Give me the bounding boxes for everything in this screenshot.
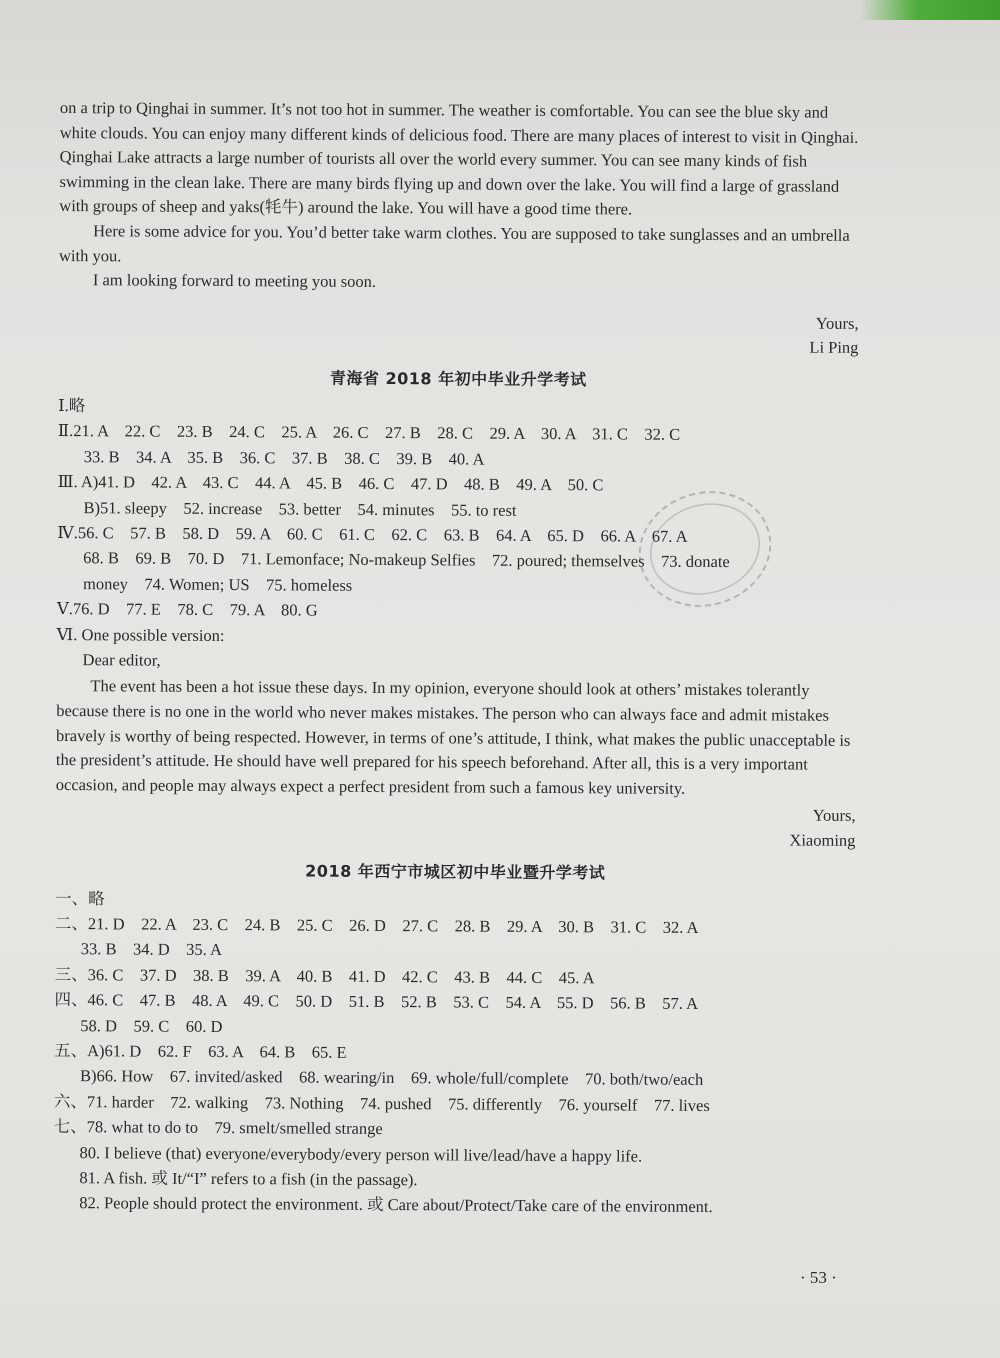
- answer-line: B)51. sleepy 52. increase 53. better 54. minutes 55. to rest: [83, 497, 517, 520]
- answer-line: 七、78. what to do to 79. smelt/smelled strange: [53, 1117, 383, 1139]
- answer-line: 80. I believe (that) everyone/everybody/every person will live/lead/have a happy life.: [79, 1142, 643, 1166]
- answer-line: 一、略: [55, 888, 105, 908]
- answer-line: 33. B 34. D 35. A: [80, 939, 223, 960]
- section1-signature: Xiaoming: [789, 830, 856, 850]
- letter1-paragraph-1: on a trip to Qinghai in summer. It’s not too hot in summer. The weather is comfortable. You can see the blue sky and white clouds. You can enjoy many different kinds of delicious food. There are many places of interest to visit in Qinghai. Qinghai Lake attracts a large number of tourists all over the world every summer. You can see many kinds of fish swimming in the clean lake. There are many birds flying up and down over the lake. You will find a large of grassland with groups of sheep and yaks(牦牛) around the lake. You will have a good time there.: [59, 97, 859, 219]
- answer-line: 58. D 59. C 60. D: [80, 1015, 223, 1036]
- green-cover-edge: [860, 0, 1000, 20]
- answer-line: Ⅳ.56. C 57. B 58. D 59. A 60. C 61. C 62. C 63. B 64. A 65. D 66. A 67. A: [57, 522, 688, 546]
- page-content: [53, 96, 860, 1221]
- letter1-closing: Yours,: [815, 313, 859, 333]
- answer-line: money 74. Women; US 75. homeless: [82, 573, 353, 595]
- answer-line: Ⅲ. A)41. D 42. A 43. C 44. A 45. B 46. C 47. D 48. B 49. A 50. C: [57, 472, 604, 495]
- section1-title: 青海省 2018 年初中毕业升学考试: [329, 368, 587, 390]
- answer-line: 68. B 69. B 70. D 71. Lemonface; No-makeup Selfies 72. poured; themselves 73. donate: [83, 548, 730, 572]
- section2-title: 2018 年西宁市城区初中毕业暨升学考试: [305, 861, 606, 882]
- section1-essay: The event has been a hot issue these days. In my opinion, everyone should look at others’ mistakes tolerantly because there is no one in the world who never makes mistakes. The person who can always face and admit mistakes bravely is worthy of being respected. However, in terms of one’s attitude, I think, what makes the public unacceptable is the president’s attitude. He should have well prepared for his speech beforehand. After all, this is a very important occasion, and people may always expect a perfect president from such a famous key university.: [55, 676, 851, 798]
- answer-line: Dear editor,: [82, 650, 161, 670]
- answer-line: 81. A fish. 或 It/“I” refers to a fish (in the passage).: [79, 1168, 418, 1190]
- letter1-paragraph-3: I am looking forward to meeting you soon.: [92, 270, 377, 292]
- section1-closing: Yours,: [812, 805, 856, 826]
- answer-line: 四、46. C 47. B 48. A 49. C 50. D 51. B 52. B 53. C 54. A 55. D 56. B 57. A: [54, 990, 699, 1014]
- answer-line: Ⅵ. One possible version:: [56, 624, 225, 645]
- answer-line: 33. B 34. A 35. B 36. C 37. B 38. C 39. B 40. A: [83, 446, 485, 469]
- answer-line: Ⅱ.21. A 22. C 23. B 24. C 25. A 26. C 27. B 28. C 29. A 30. A 31. C 32. C: [57, 421, 681, 445]
- answer-line: 六、71. harder 72. walking 73. Nothing 74. pushed 75. differently 76. yourself 77. lives: [53, 1091, 710, 1115]
- answer-line: 82. People should protect the environment. 或 Care about/Protect/Take care of the environment.: [79, 1193, 713, 1217]
- page-number: · 53 ·: [800, 1268, 837, 1287]
- letter1-paragraph-2: Here is some advice for you. You’d better take warm clothes. You are supposed to take sunglasses and an umbrella with you.: [58, 221, 850, 265]
- answer-line: 二、21. D 22. A 23. C 24. B 25. C 26. D 27. C 28. B 29. A 30. B 31. C 32. A: [54, 913, 699, 937]
- answer-line: B)66. How 67. invited/asked 68. wearing/in 69. whole/full/complete 70. both/two/each: [79, 1066, 704, 1090]
- answer-line: Ⅴ.76. D 77. E 78. C 79. A 80. G: [56, 599, 318, 620]
- letter1-signature: Li Ping: [809, 337, 859, 358]
- answer-line: Ⅰ.略: [58, 395, 86, 416]
- answer-line: 五、A)61. D 62. F 63. A 64. B 65. E: [54, 1040, 347, 1062]
- answer-line: 三、36. C 37. D 38. B 39. A 40. B 41. D 42. C 43. B 44. C 45. A: [54, 964, 595, 988]
